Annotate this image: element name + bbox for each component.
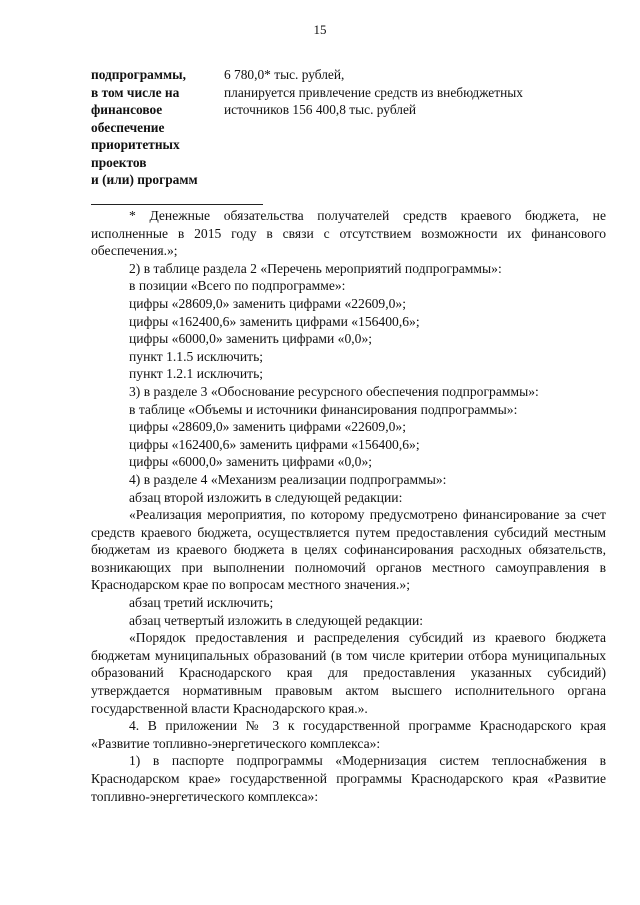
- value-line: 6 780,0* тыс. рублей,: [224, 67, 345, 82]
- body-paragraph: * Денежные обязательства получателей средств краевого бюджета, не исполненные в 2015 году в связи с отсутствием возможности их финансового обеспечения.»;: [91, 208, 606, 259]
- body-paragraph: цифры «28609,0» заменить цифрами «22609,0»;: [129, 295, 406, 311]
- body-paragraph: пункт 1.1.5 исключить;: [129, 348, 264, 364]
- body-paragraph: 3) в разделе 3 «Обоснование ресурсного обеспечения подпрограммы»:: [129, 383, 539, 399]
- body-paragraph: в позиции «Всего по подпрограмме»:: [129, 278, 346, 294]
- passport-row-value: [224, 66, 584, 119]
- document-body: [91, 207, 606, 805]
- body-paragraph: цифры «28609,0» заменить цифрами «22609,0»;: [129, 419, 406, 435]
- body-paragraph: цифры «162400,6» заменить цифрами «156400,6»;: [129, 313, 420, 329]
- value-line: планируется привлечение средств из внебюджетных: [224, 84, 523, 100]
- page-number: 15: [313, 22, 327, 37]
- label-line: в том числе на: [91, 84, 180, 100]
- body-paragraph: в таблице «Объемы и источники финансирования подпрограммы»:: [129, 401, 518, 417]
- label-line: финансовое: [91, 102, 163, 117]
- body-paragraph: 4. В приложении № 3 к государственной программе Краснодарского края «Развитие топливно-энергетического комплекса»:: [91, 718, 606, 751]
- body-paragraph: 4) в разделе 4 «Механизм реализации подпрограммы»:: [129, 471, 447, 487]
- label-line: обеспечение: [91, 119, 165, 135]
- body-paragraph: 1) в паспорте подпрограммы «Модернизация систем теплоснабжения в Краснодарском крае» государственной программы Краснодарского края «Развитие топливно-энергетического комплекса»:: [91, 753, 606, 804]
- label-line: приоритетных: [91, 137, 180, 152]
- body-paragraph: пункт 1.2.1 исключить;: [129, 366, 264, 382]
- body-paragraph: цифры «162400,6» заменить цифрами «156400,6»;: [129, 436, 420, 452]
- footnote-separator: [91, 204, 263, 205]
- body-paragraph: абзац второй изложить в следующей редакции:: [129, 489, 403, 505]
- value-line: источников 156 400,8 тыс. рублей: [224, 102, 417, 117]
- body-paragraph: цифры «6000,0» заменить цифрами «0,0»;: [129, 331, 373, 347]
- body-paragraph: 2) в таблице раздела 2 «Перечень мероприятий подпрограммы»:: [129, 260, 502, 276]
- label-line: и (или) программ: [91, 172, 198, 187]
- label-line: подпрограммы,: [91, 67, 186, 82]
- body-paragraph: цифры «6000,0» заменить цифрами «0,0»;: [129, 454, 373, 470]
- body-paragraph: «Порядок предоставления и распределения субсидий из краевого бюджета бюджетам муниципальных образований (в том числе критерии отбора муниципальных образований Краснодарского края для предоставления указанных субсидий) утверждается нормативным правовым актом высшего исполнительного органа государственной власти Краснодарского края.».: [91, 630, 606, 716]
- body-paragraph: абзац четвертый изложить в следующей редакции:: [129, 612, 424, 628]
- label-line: проектов: [91, 154, 147, 170]
- passport-row-label: [91, 66, 221, 189]
- body-paragraph: абзац третий исключить;: [129, 595, 274, 611]
- body-paragraph: «Реализация мероприятия, по которому предусмотрено финансирование за счет средств краевого бюджета, осуществляется путем предоставления субсидий местным бюджетам из краевого бюджета в целях софинансирования расходных обязательств, возникающих при выполнении полномочий органов местного самоуправления в Краснодарском крае по вопросам местного значения.»;: [91, 507, 606, 593]
